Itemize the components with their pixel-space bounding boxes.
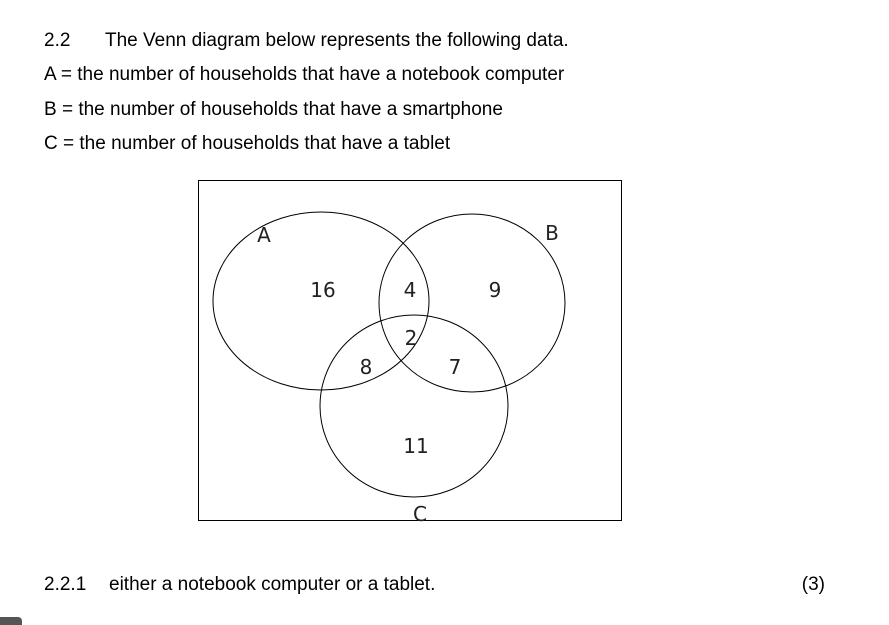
region-a-and-b-only: 4 bbox=[403, 278, 417, 302]
question-number: 2.2 bbox=[44, 30, 71, 51]
venn-diagram bbox=[199, 181, 623, 522]
definition-c: C = the number of households that have a tablet bbox=[44, 133, 451, 154]
subquestion-marks: (3) bbox=[801, 574, 825, 595]
circle-b bbox=[379, 214, 565, 392]
subquestion-number: 2.2.1 bbox=[44, 574, 87, 595]
region-b-and-c-only: 7 bbox=[448, 355, 462, 379]
set-label-a: A bbox=[257, 223, 271, 247]
corner-scroll-marker bbox=[0, 617, 22, 625]
subquestion bbox=[44, 574, 435, 596]
region-c-only: 11 bbox=[403, 434, 429, 458]
definition-a: A = the number of households that have a notebook computer bbox=[44, 64, 565, 85]
question-heading bbox=[44, 30, 569, 52]
set-label-b: B bbox=[545, 221, 559, 245]
region-a-and-c-only: 8 bbox=[359, 355, 373, 379]
definition-b: B = the number of households that have a smartphone bbox=[44, 99, 503, 120]
venn-diagram-frame bbox=[198, 180, 622, 521]
question-intro: The Venn diagram below represents the following data. bbox=[105, 30, 569, 51]
subquestion-text: either a notebook computer or a tablet. bbox=[109, 574, 436, 595]
region-b-only: 9 bbox=[488, 278, 502, 302]
region-a-only: 16 bbox=[310, 278, 336, 302]
region-a-b-c: 2 bbox=[404, 326, 418, 350]
set-label-c: C bbox=[413, 502, 427, 522]
